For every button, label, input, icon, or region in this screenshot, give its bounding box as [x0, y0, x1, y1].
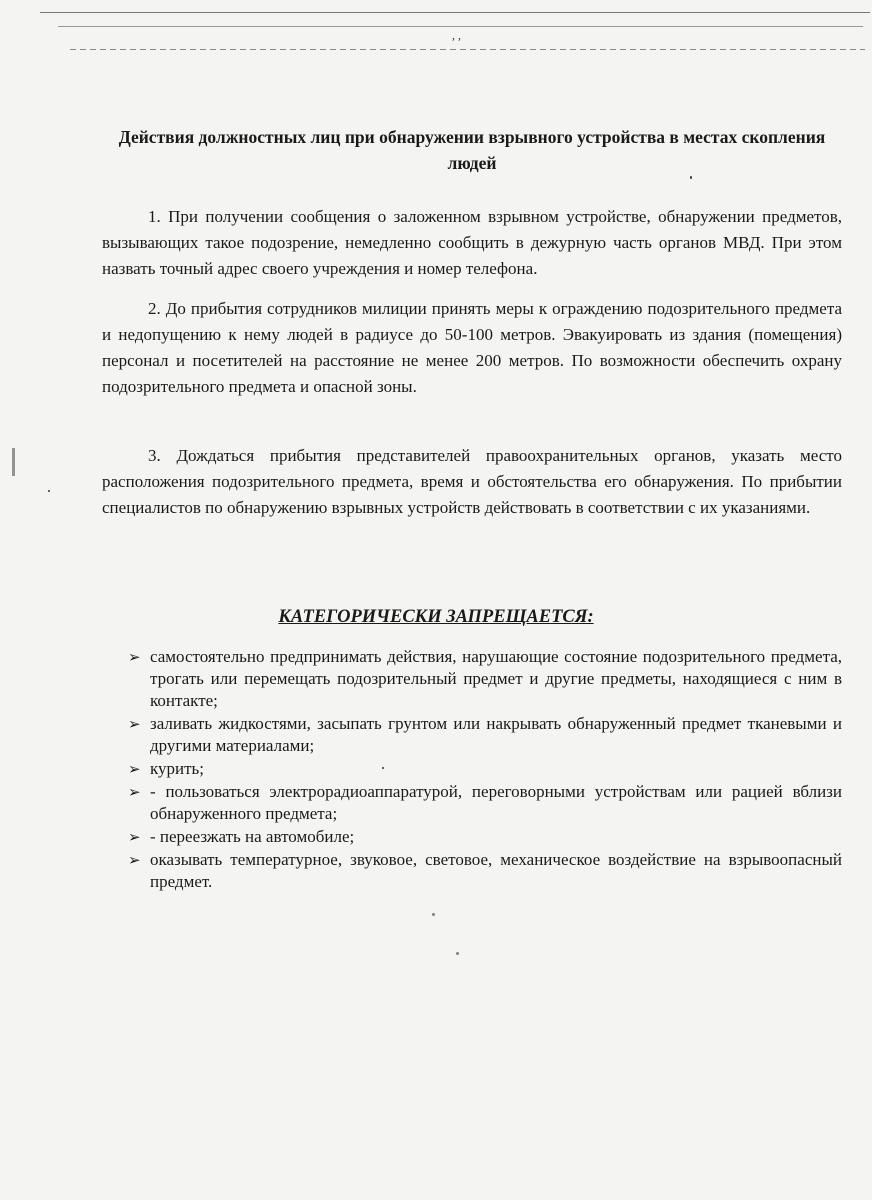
scan-top-line-2: [58, 26, 863, 27]
margin-speck: [48, 490, 50, 492]
margin-smudge: [12, 448, 15, 476]
arrow-bullet-icon: ➢: [128, 828, 141, 846]
forbidden-item: [128, 849, 842, 893]
arrow-bullet-icon: ➢: [128, 851, 141, 869]
forbidden-list: [128, 646, 842, 894]
document-title: Действия должностных лиц при обнаружении взрывного устройства в местах скопления людей: [118, 127, 826, 173]
forbidden-item-text: оказывать температурное, звуковое, световое, механическое воздействие на взрывоопасный предмет.: [150, 850, 842, 891]
forbidden-item: [128, 781, 842, 825]
paragraph-3: 3. Дождаться прибытия представителей правоохранительных органов, указать место расположения подозрительного предмета, время и обстоятельства его обнаружения. По прибытии специалистов по обнаружению взрывных устройств действовать в соответствии с их указаниями.: [102, 446, 842, 517]
header-mark: , ,: [452, 28, 461, 42]
paragraph-2: 2. До прибытия сотрудников милиции принять меры к ограждению подозрительного предмета и недопущению к нему людей в радиусе до 50-100 метров. Эвакуировать из здания (помещения) персонал и посетителей на расстояние не менее 200 метров. По возможности обеспечить охрану подозрительного предмета и опасной зоны.: [102, 299, 842, 396]
paragraph-1: 1. При получении сообщения о заложенном взрывном устройстве, обнаружении предметов, вызывающих такое подозрение, немедленно сообщить в дежурную часть органов МВД. При этом назвать точный адрес своего учреждения и номер телефона.: [102, 207, 842, 278]
forbidden-item: [128, 826, 842, 848]
page-speck: [432, 913, 435, 916]
arrow-bullet-icon: ➢: [128, 648, 141, 666]
forbidden-heading: КАТЕГОРИЧЕСКИ ЗАПРЕЩАЕТСЯ:: [278, 607, 594, 627]
arrow-bullet-icon: ➢: [128, 783, 141, 801]
forbidden-item-text: - пользоваться электрорадиоаппаратурой, переговорными устройствам или рацией вблизи обнаруженного предмета;: [150, 782, 842, 823]
arrow-bullet-icon: ➢: [128, 715, 141, 733]
forbidden-item-text: курить;: [150, 759, 205, 778]
arrow-bullet-icon: ➢: [128, 760, 141, 778]
forbidden-item: [128, 758, 842, 780]
forbidden-item: [128, 713, 842, 757]
forbidden-item-text: заливать жидкостями, засыпать грунтом или накрывать обнаруженный предмет тканевыми и другими материалами;: [150, 714, 842, 755]
forbidden-item-text: - переезжать на автомобиле;: [150, 827, 355, 846]
scan-dashed-line: [70, 49, 865, 50]
page-speck: [690, 176, 692, 179]
page-speck: [456, 952, 459, 955]
forbidden-item-text: самостоятельно предпринимать действия, нарушающие состояние подозрительного предмета, трогать или перемещать подозрительный предмет и другие предметы, находящиеся с ним в контакте;: [150, 647, 842, 710]
forbidden-item: [128, 646, 842, 712]
scan-top-line: [40, 12, 870, 13]
